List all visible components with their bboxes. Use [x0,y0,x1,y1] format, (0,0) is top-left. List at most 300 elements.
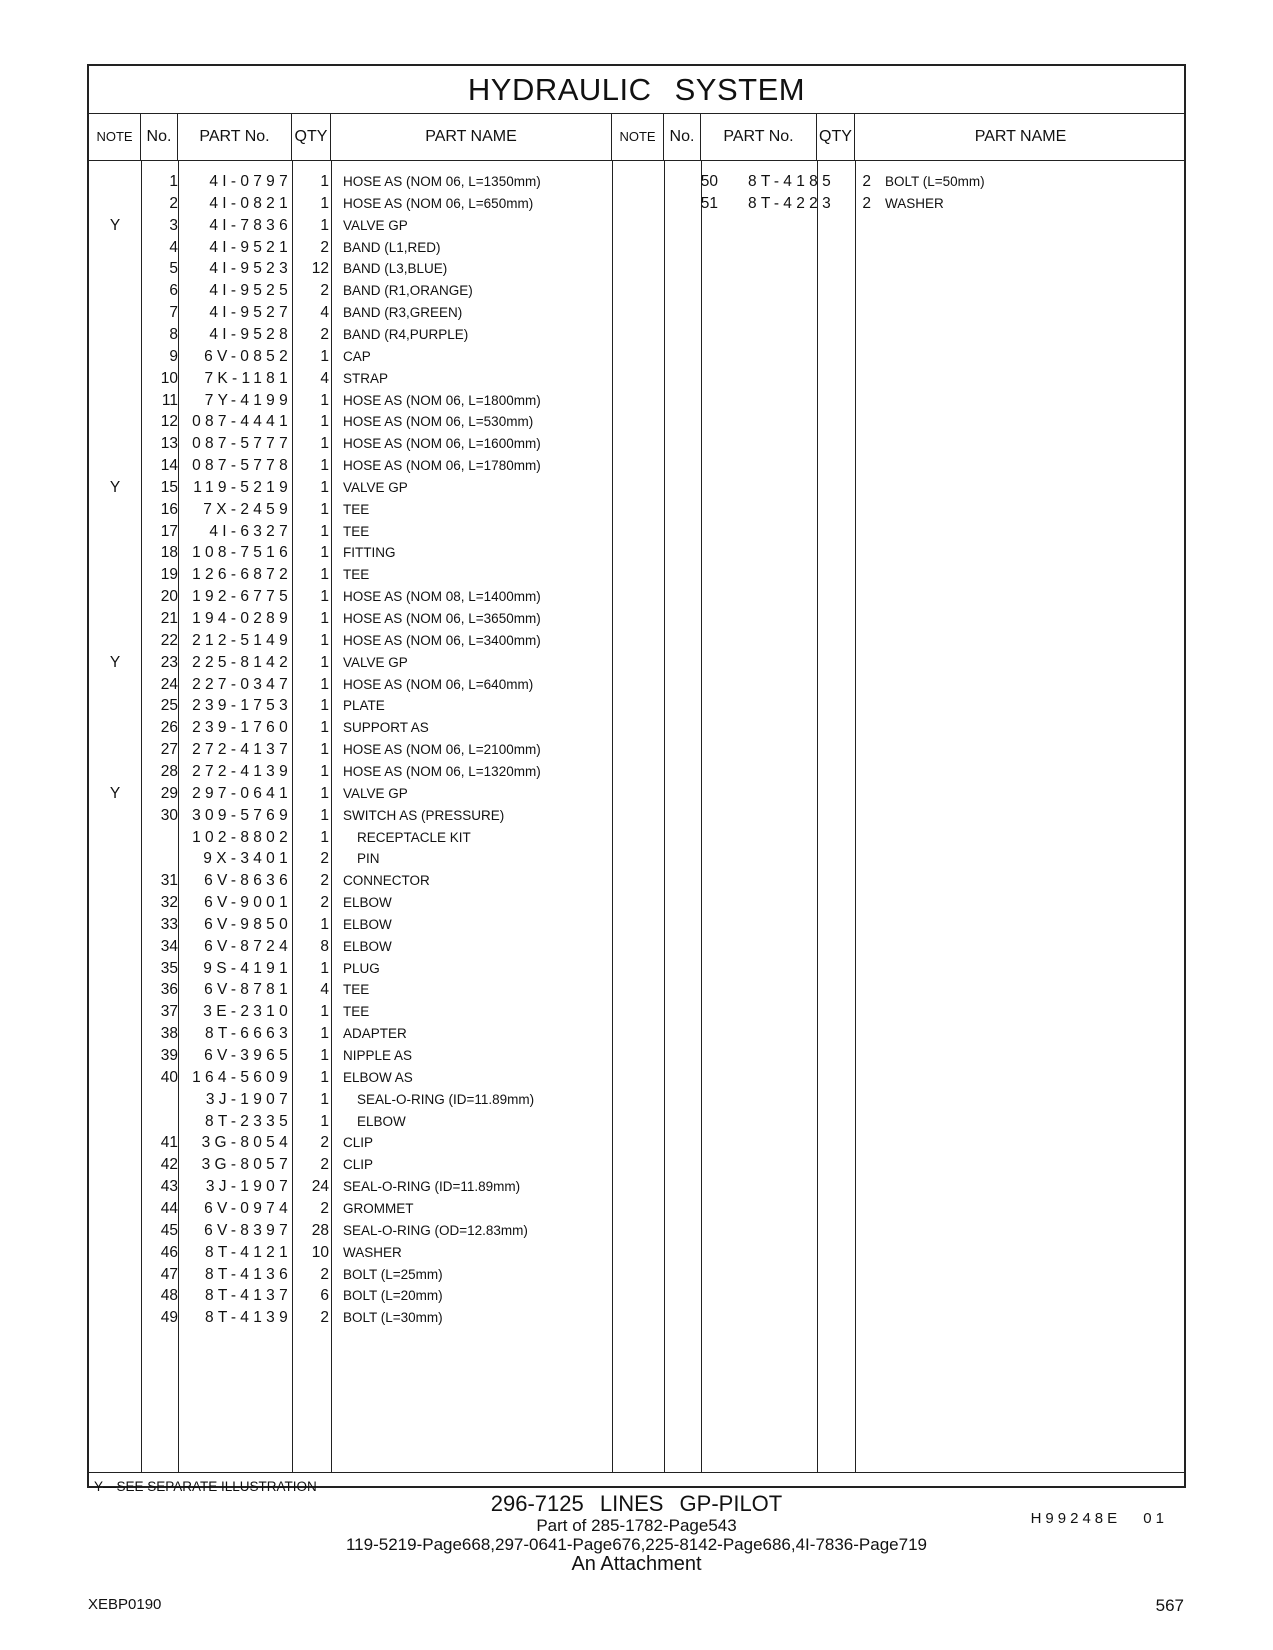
row-note [89,280,141,303]
column-divider [817,160,818,1472]
row-part-name: BAND (R4,PURPLE) [343,326,469,342]
row-part-number: 239-1760 [192,719,292,737]
table-row [89,193,637,216]
row-number: 8 [169,325,178,343]
table-row [637,171,1186,194]
row-quantity: 1 [320,1003,329,1021]
row-part-name: HOSE AS (NOM 06, L=1320mm) [343,763,541,779]
row-part-name: WASHER [885,195,944,211]
row-number: 12 [160,413,178,431]
table-row [89,870,637,893]
row-part-name: FITTING [343,545,396,561]
column-divider [855,160,856,1472]
table-row [89,914,637,937]
row-part-name: HOSE AS (NOM 06, L=3650mm) [343,611,541,626]
caption-part-of: Part of 285-1782-Page543 [536,1516,737,1535]
row-quantity: 28 [311,1221,329,1239]
row-part-number: 4I-0797 [209,173,292,190]
row-quantity: 1 [320,522,329,540]
row-part-name: HOSE AS (NOM 06, L=650mm) [343,195,534,211]
table-row [89,1089,637,1112]
row-part-name: SWITCH AS (PRESSURE) [343,807,505,823]
row-number: 11 [161,391,178,409]
row-part-number: 7X-2459 [203,500,292,518]
row-part-name: CAP [343,348,371,364]
row-part-number: 239-1753 [192,697,292,715]
row-part-number: 4I-7836 [209,216,292,234]
row-part-number: 212-5149 [192,631,292,649]
row-part-number: 4I-0821 [209,194,292,212]
row-part-number: 4I-9521 [209,238,292,256]
header-part-no-right: PART No. [701,113,817,160]
caption [0,1492,1273,1574]
row-part-name: ELBOW AS [343,1069,413,1085]
header-no: No. [141,113,178,160]
table-header [89,113,1184,161]
row-part-number: 6V-8781 [204,981,292,999]
table-row [89,324,637,347]
row-number: 18 [160,544,178,562]
row-part-number: 8T-2335 [205,1112,292,1130]
row-note [89,258,141,281]
row-number: 5 [169,260,178,278]
table-row [89,390,637,413]
row-number: 10 [160,369,178,387]
row-note [89,390,141,413]
row-part-name: HOSE AS (NOM 08, L=1400mm) [343,589,541,605]
table-row [89,1264,637,1287]
row-part-name: VALVE GP [343,479,408,495]
row-part-name: TEE [343,982,370,998]
row-note [89,608,141,631]
caption-attachment: An Attachment [571,1553,702,1575]
row-part-number: 9S-4191 [203,959,292,977]
row-part-number: 309-5769 [192,806,292,824]
row-quantity: 1 [320,478,329,496]
row-part-number: 087-5777 [192,435,292,453]
row-part-name: VALVE GP [343,217,408,233]
row-note [89,892,141,915]
row-quantity: 24 [311,1178,329,1196]
table-row [89,695,637,718]
table-row [89,586,637,609]
row-part-number: 8T-6663 [205,1025,292,1043]
page-number: 567 [1155,1596,1184,1615]
row-quantity: 1 [320,588,329,606]
row-part-name: BAND (R1,ORANGE) [343,283,473,299]
row-part-name: ADAPTER [343,1026,407,1042]
row-number: 20 [160,588,178,606]
row-quantity: 1 [320,719,329,737]
table-row [89,411,637,434]
row-part-number: 3J-1907 [205,1090,292,1108]
row-part-number: 119-5219 [193,478,292,496]
row-part-number: 225-8142 [192,653,292,671]
row-note [89,1111,141,1134]
row-number: 15 [160,478,178,496]
row-note: Y [109,784,121,802]
row-part-number: 3J-1907 [205,1178,292,1196]
row-note [89,1198,141,1221]
row-number: 13 [160,435,178,453]
row-number: 25 [160,697,178,715]
table-row [89,1198,637,1221]
row-note [89,1176,141,1199]
row-part-number: 6V-8397 [204,1221,292,1239]
row-quantity: 1 [320,762,329,780]
row-part-name: SUPPORT AS [343,720,429,736]
row-number: 40 [160,1068,178,1086]
column-divider [701,160,702,1472]
row-quantity: 2 [320,238,329,256]
row-part-number: 3G-8057 [201,1156,292,1174]
table-row [89,1132,637,1155]
row-quantity: 4 [320,304,329,322]
row-number: 35 [160,959,178,977]
row-part-name: SEAL-O-RING (ID=11.89mm) [343,1179,521,1195]
row-part-number: 108-7516 [192,544,292,562]
row-part-name: ELBOW [343,938,392,954]
row-part-name: BAND (R3,GREEN) [343,305,463,321]
row-quantity: 1 [320,959,329,977]
table-row [89,958,637,981]
row-note [89,979,141,1002]
row-part-name: TEE [343,501,370,517]
row-note [89,1307,141,1330]
row-quantity: 12 [311,260,329,278]
row-part-name: STRAP [343,370,389,386]
row-number: 44 [160,1199,178,1217]
row-number: 7 [169,304,178,322]
row-note [89,827,141,850]
table-row [89,433,637,456]
row-part-number: 3G-8054 [201,1134,292,1152]
row-note [89,936,141,959]
row-part-name: CLIP [343,1135,374,1151]
caption-title: 296-7125 LINES GP-PILOT [490,1491,783,1516]
row-quantity: 2 [320,325,329,343]
row-part-number: 087-4441 [192,413,292,431]
row-part-name: HOSE AS (NOM 06, L=1600mm) [343,436,541,452]
row-part-name: BAND (L1,RED) [343,239,441,255]
row-note [89,499,141,522]
row-part-name: PIN [357,851,380,867]
row-quantity: 1 [320,610,329,627]
row-part-name: HOSE AS (NOM 06, L=2100mm) [343,742,541,758]
row-part-number: 7K-1181 [204,369,292,387]
row-note: Y [109,653,121,671]
table-body [89,160,1184,1473]
row-quantity: 2 [862,173,871,190]
table-row [89,892,637,915]
row-part-number: 4I-9525 [209,282,292,300]
row-part-name: ELBOW [343,916,392,932]
row-part-number: 7Y-4199 [204,391,292,409]
row-number: 27 [160,741,178,759]
row-quantity: 1 [320,413,329,431]
row-quantity: 1 [320,391,329,409]
row-part-name: HOSE AS (NOM 06, L=1800mm) [343,392,541,408]
row-note [89,717,141,740]
row-note [89,346,141,369]
row-note [89,695,141,718]
row-part-name: SEAL-O-RING (OD=12.83mm) [343,1222,528,1238]
row-quantity: 2 [320,1309,329,1327]
row-note [89,958,141,981]
row-number: 43 [160,1178,178,1196]
row-part-name: PLATE [343,698,385,714]
row-number: 31 [160,872,178,890]
row-quantity: 1 [320,347,329,365]
row-number: 21 [160,610,178,627]
row-number: 9 [169,347,178,365]
table-row [89,1154,637,1177]
table-row [89,1111,637,1134]
row-part-name: CONNECTOR [343,873,430,889]
row-part-number: 8T-4137 [205,1287,292,1305]
row-note [89,1023,141,1046]
row-number: 16 [160,500,178,518]
table-row [89,499,637,522]
row-number: 49 [160,1309,178,1327]
table-row [89,1001,637,1024]
row-quantity: 2 [320,1199,329,1217]
row-part-name: ELBOW [357,1113,406,1129]
row-part-number: 4I-9527 [209,304,292,322]
table-row [637,193,1186,216]
row-note [89,761,141,784]
row-quantity: 1 [320,1068,329,1086]
row-note [89,1220,141,1243]
header-part-name-right: PART NAME [974,128,1067,145]
row-quantity: 4 [320,369,329,387]
table-row [89,477,637,500]
row-part-number: 8T-4121 [205,1243,292,1261]
table-row [89,1307,637,1330]
row-part-number: 4I-9528 [209,325,292,343]
row-note [89,542,141,565]
row-quantity: 1 [320,544,329,562]
table-row [89,521,637,544]
row-part-name: CLIP [343,1157,374,1173]
table-row [89,1023,637,1046]
column-divider [664,160,665,1472]
row-part-number: 6V-8636 [204,872,292,890]
row-note: Y [109,478,121,496]
table-row [89,564,637,587]
row-note [89,237,141,260]
row-quantity: 2 [320,1265,329,1283]
row-number: 19 [160,566,178,584]
row-quantity: 1 [320,741,329,759]
row-quantity: 2 [862,194,871,212]
row-note [89,586,141,609]
row-note [89,564,141,587]
table-row [89,936,637,959]
row-number [141,1111,178,1134]
row-note [89,739,141,762]
row-quantity: 1 [320,653,329,671]
header-part-no: PART No. [178,113,292,160]
row-quantity: 8 [320,937,329,955]
row-number: 41 [160,1134,178,1152]
row-part-number: 6V-3965 [204,1047,292,1064]
row-quantity: 1 [320,915,329,933]
header-no-right: No. [664,113,701,160]
row-note [89,848,141,871]
table-row [89,237,637,260]
document-id: XEBP0190 [88,1596,162,1613]
table-row [89,542,637,565]
row-number: 39 [160,1047,178,1064]
row-quantity: 1 [320,1047,329,1064]
row-quantity: 2 [320,1134,329,1152]
row-part-number: 6V-0852 [204,347,292,365]
row-note [89,870,141,893]
row-number: 34 [160,937,178,955]
table-row [89,171,637,194]
table-row [89,630,637,653]
row-part-number: 8T-4139 [205,1309,292,1327]
row-number: 24 [160,675,178,693]
row-note [89,630,141,653]
row-part-number: 272-4137 [192,741,292,759]
row-quantity: 1 [320,500,329,518]
row-part-number: 8T-4136 [205,1265,292,1283]
row-number: 38 [160,1025,178,1043]
row-note [89,521,141,544]
table-row [89,761,637,784]
table-row [89,215,637,238]
table-row [89,368,637,391]
table-row [89,652,637,675]
row-part-name: TEE [343,1004,370,1020]
row-part-name: GROMMET [343,1200,414,1216]
caption-references: 119-5219-Page668,297-0641-Page676,225-8142-Page686,4I-7836-Page719 [345,1535,927,1554]
row-quantity: 1 [320,631,329,649]
row-number: 42 [160,1156,178,1174]
header-note-right: NOTE [612,113,664,160]
row-part-number: 227-0347 [192,675,292,693]
row-note: Y [109,216,121,234]
row-part-name: BAND (L3,BLUE) [343,261,448,277]
row-quantity: 1 [320,173,329,190]
row-note [89,805,141,828]
row-quantity: 4 [320,981,329,999]
header-qty-right: QTY [817,113,855,160]
row-part-name: BOLT (L=20mm) [343,1288,443,1304]
table-row [89,979,637,1002]
row-note [89,171,141,194]
row-note [89,674,141,697]
table-row [89,1045,637,1068]
row-part-number: 9X-3401 [203,850,292,868]
table-row [89,827,637,850]
row-part-name: NIPPLE AS [343,1048,413,1063]
row-number: 3 [169,216,178,234]
row-part-name: TEE [343,567,370,583]
table-row [89,848,637,871]
row-note [89,455,141,478]
row-number: 14 [160,457,178,475]
row-number: 36 [160,981,178,999]
row-number: 26 [160,719,178,737]
row-quantity: 1 [320,1025,329,1043]
row-quantity: 1 [320,697,329,715]
row-note [89,1264,141,1287]
row-number: 23 [160,653,178,671]
row-note [89,1285,141,1308]
row-part-number: 4I-9523 [209,260,292,278]
row-quantity: 1 [320,435,329,453]
row-part-number: 164-5609 [192,1068,292,1086]
row-note [89,193,141,216]
row-number: 51 [700,194,718,212]
row-note [89,433,141,456]
row-quantity: 1 [320,806,329,824]
row-note [89,411,141,434]
row-number: 48 [160,1287,178,1305]
row-part-number: 272-4139 [192,762,292,780]
row-number: 1 [169,173,178,190]
row-note [89,914,141,937]
table-row [89,674,637,697]
row-part-number: 3E-2310 [203,1003,292,1021]
row-quantity: 1 [320,784,329,802]
table-row [89,1176,637,1199]
row-number [141,1089,178,1112]
row-quantity: 1 [320,457,329,475]
row-note [89,1242,141,1265]
header-qty: QTY [292,113,331,160]
table-row [89,783,637,806]
row-number: 17 [160,522,178,540]
table-row [89,805,637,828]
row-note [89,1067,141,1090]
row-quantity: 2 [320,282,329,300]
row-part-name: VALVE GP [343,654,408,670]
row-quantity: 1 [320,828,329,846]
row-quantity: 1 [320,216,329,234]
row-number: 45 [160,1221,178,1239]
row-quantity: 2 [320,894,329,912]
row-part-number: 8T-4223 [748,194,835,212]
row-part-number: 126-6872 [192,566,292,584]
row-part-number: 6V-0974 [204,1199,292,1217]
illustration-code: H99248E 01 [1030,1510,1168,1527]
table-row [89,258,637,281]
table-row [89,280,637,303]
row-part-number: 297-0641 [192,784,292,802]
row-number [141,848,178,871]
row-part-number: 6V-9001 [204,894,292,912]
row-number: 28 [160,762,178,780]
row-note [89,368,141,391]
row-part-name: HOSE AS (NOM 06, L=530mm) [343,414,534,430]
row-part-name: BOLT (L=30mm) [343,1310,443,1326]
row-part-number: 102-8802 [192,828,292,846]
row-number: 4 [169,238,178,256]
row-number: 2 [169,194,178,212]
row-part-name: HOSE AS (NOM 06, L=3400mm) [343,632,541,648]
row-number: 29 [160,784,178,802]
row-quantity: 2 [320,1156,329,1174]
row-number: 33 [160,915,178,933]
row-note [89,324,141,347]
row-quantity: 10 [311,1243,329,1261]
row-part-number: 6V-9850 [204,915,292,933]
row-note [89,1154,141,1177]
